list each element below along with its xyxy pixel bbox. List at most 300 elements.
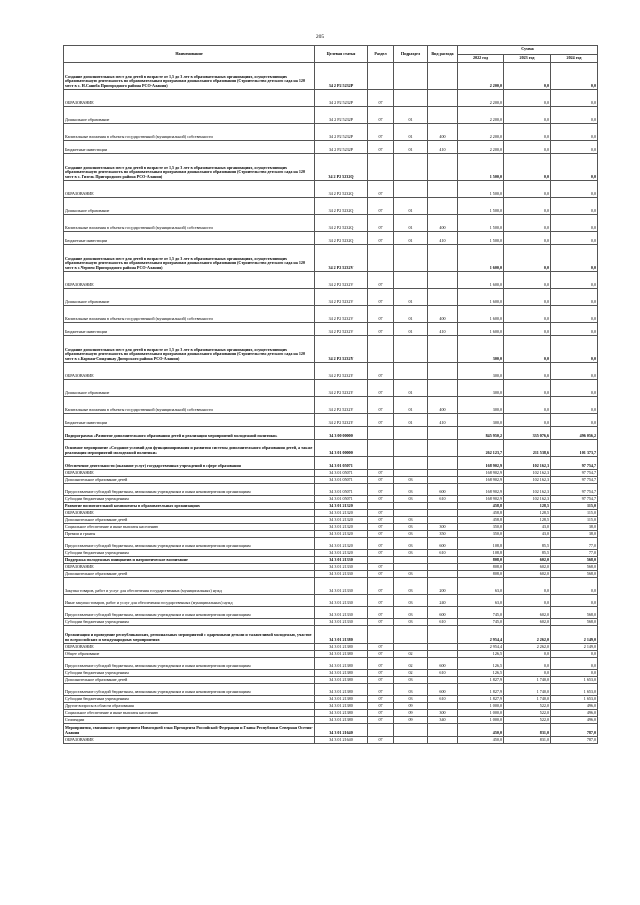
row-section [368,503,394,510]
row-subsection [394,154,428,181]
row-amount-2022: 126,5 [458,670,504,677]
row-subsection [394,245,428,272]
row-code: 34 2 P2 5232Y [315,363,368,380]
table-row [64,484,598,496]
row-amount-2023: 43,0 [504,524,551,531]
row-amount-2023: 43,0 [504,531,551,538]
row-amount-2023: 0,0 [504,124,551,141]
table-row [64,397,598,414]
row-amount-2023: 602,0 [504,564,551,571]
row-amount-2022: 2 954,4 [458,644,504,651]
row-amount-2023: 0,0 [504,245,551,272]
row-section: 07 [368,380,394,397]
row-code: 34 2 P2 5232V [315,323,368,336]
row-name: ОБРАЗОВАНИЕ [64,564,315,571]
row-code: 34 3 01 21380 [315,703,368,710]
row-amount-2024: 1 653,0 [551,696,598,703]
row-code: 34 2 P2 5232V [315,272,368,289]
row-name: Бюджетные инвестиции [64,414,315,427]
row-code: 34 3 01 21380 [315,696,368,703]
row-code: 34 3 01 21380 [315,626,368,644]
row-section: 07 [368,272,394,289]
row-name: Создание дополнительных мест для детей в возрасте от 1,5 до 3 лет в образовательных организациях, осуществляющих образовательную деятельность по образовательным программам дошкольного образования (Строительство детского сада на 120 мест в с. Н.Саниба Пригородного района РСО-Алания) [64,63,315,90]
row-amount-2024: 568,0 [551,607,598,619]
row-code: 34 3 01 21380 [315,651,368,658]
row-amount-2023: 602,0 [504,619,551,626]
row-name: Социальное обеспечение и иные выплаты населению [64,524,315,531]
row-amount-2024: 568,0 [551,557,598,564]
row-expense-type: 600 [428,684,458,696]
row-section: 07 [368,289,394,306]
row-section: 07 [368,737,394,744]
row-code: 34 3 00 00000 [315,427,368,440]
row-amount-2024: 0,0 [551,63,598,90]
row-subsection: 03 [394,677,428,684]
row-amount-2023: 0,0 [504,141,551,154]
row-amount-2022: 63,0 [458,595,504,607]
table-row [64,477,598,484]
row-amount-2023: 2 262,0 [504,626,551,644]
row-amount-2022: 1 500,0 [458,232,504,245]
table-row [64,215,598,232]
row-amount-2023: 0,0 [504,107,551,124]
row-name: Стипендии [64,717,315,724]
row-amount-2023: 831,0 [504,737,551,744]
table-row [64,245,598,272]
row-subsection [394,557,428,564]
row-section [368,626,394,644]
row-name: Подпрограмма «Развитие дополнительного образования детей и реализация мероприятий молодежной политики» [64,427,315,440]
row-section: 07 [368,651,394,658]
row-amount-2024: 0,0 [551,380,598,397]
row-amount-2022: 1 000,0 [458,703,504,710]
table-row [64,538,598,550]
row-amount-2024: 787,0 [551,724,598,737]
row-amount-2022: 1 600,0 [458,323,504,336]
row-subsection: 09 [394,710,428,717]
row-section [368,245,394,272]
row-section: 07 [368,363,394,380]
row-amount-2024: 1 653,0 [551,684,598,696]
table-row [64,550,598,557]
row-amount-2022: 1 827,9 [458,696,504,703]
row-amount-2023: 102 162,3 [504,496,551,503]
row-section: 07 [368,658,394,670]
row-expense-type: 400 [428,215,458,232]
row-subsection [394,626,428,644]
row-name: Бюджетные инвестиции [64,232,315,245]
table-row [64,107,598,124]
row-name: Организация и проведение республиканских, региональных мероприятий с одаренными детьми и талантливой молодежью, участие во всероссийских и международных мероприятиях [64,626,315,644]
row-amount-2023: 0,0 [504,154,551,181]
row-section: 07 [368,550,394,557]
row-amount-2024: 568,0 [551,619,598,626]
row-amount-2024: 496 056,2 [551,427,598,440]
table-row [64,607,598,619]
row-code: 34 3 01 21320 [315,524,368,531]
row-subsection [394,440,428,457]
row-section: 07 [368,198,394,215]
row-amount-2024: 97 754,7 [551,457,598,470]
table-row [64,272,598,289]
row-subsection: 01 [394,215,428,232]
row-code: 34 3 01 21380 [315,644,368,651]
row-section: 07 [368,710,394,717]
row-code: 34 2 P2 5232P [315,107,368,124]
row-amount-2024: 0,0 [551,670,598,677]
table-row [64,677,598,684]
row-subsection [394,510,428,517]
row-code: 34 3 01 21640 [315,724,368,737]
row-amount-2023: 128,5 [504,517,551,524]
row-code: 34 2 P2 5232Y [315,414,368,427]
row-name: Капитальные вложения в объекты государственной (муниципальной) собственности [64,215,315,232]
table-row [64,703,598,710]
row-expense-type [428,198,458,215]
row-code: 34 2 P2 5232P [315,141,368,154]
row-section: 07 [368,571,394,578]
header-year-2023: 2023 год [504,54,551,63]
row-subsection: 02 [394,651,428,658]
row-name: Дошкольное образование [64,198,315,215]
row-code: 34 3 01 21330 [315,571,368,578]
row-amount-2022: 168 902,9 [458,470,504,477]
row-section: 07 [368,496,394,503]
row-amount-2024: 496,0 [551,710,598,717]
row-name: Дополнительное образование детей [64,517,315,524]
table-row [64,578,598,595]
row-code: 34 3 01 21380 [315,710,368,717]
table-row [64,141,598,154]
row-amount-2023: 1 740,0 [504,696,551,703]
row-name: Субсидии бюджетным учреждениям [64,496,315,503]
row-section: 07 [368,564,394,571]
row-subsection: 03 [394,538,428,550]
row-amount-2023: 0,0 [504,595,551,607]
row-subsection: 01 [394,232,428,245]
row-section [368,427,394,440]
row-amount-2022: 300,0 [458,380,504,397]
row-expense-type [428,457,458,470]
row-amount-2024: 0,0 [551,215,598,232]
table-row [64,510,598,517]
row-amount-2024: 2 149,0 [551,626,598,644]
row-amount-2024: 568,0 [551,564,598,571]
header-section: Раздел [368,46,394,63]
row-name: Предоставление субсидий бюджетным, автономным учреждениям и иным некоммерческим организациям [64,538,315,550]
row-amount-2023: 0,0 [504,380,551,397]
row-section [368,440,394,457]
row-amount-2024: 0,0 [551,245,598,272]
row-amount-2022: 1 500,0 [458,154,504,181]
row-section: 07 [368,215,394,232]
row-subsection [394,457,428,470]
row-subsection: 01 [394,289,428,306]
row-amount-2022: 2 200,0 [458,107,504,124]
row-amount-2024: 0,0 [551,107,598,124]
row-amount-2022: 450,0 [458,724,504,737]
row-amount-2022: 458,8 [458,503,504,510]
row-expense-type [428,644,458,651]
row-subsection [394,427,428,440]
row-amount-2023: 0,0 [504,578,551,595]
row-amount-2022: 808,0 [458,564,504,571]
row-section: 07 [368,306,394,323]
row-amount-2024: 77,0 [551,538,598,550]
table-row [64,124,598,141]
row-name: Другие вопросы в области образования [64,703,315,710]
row-expense-type [428,336,458,363]
row-subsection: 03 [394,607,428,619]
row-subsection: 01 [394,141,428,154]
row-name: Предоставление субсидий бюджетным, автономным учреждениям и иным некоммерческим организациям [64,658,315,670]
row-expense-type: 200 [428,578,458,595]
row-section: 07 [368,717,394,724]
row-amount-2023: 128,5 [504,510,551,517]
row-code: 34 2 P2 5232Q [315,215,368,232]
row-amount-2022: 2 200,0 [458,90,504,107]
row-subsection [394,363,428,380]
row-amount-2024: 787,0 [551,737,598,744]
row-section: 07 [368,397,394,414]
row-name: ОБРАЗОВАНИЕ [64,737,315,744]
row-amount-2022: 350,0 [458,531,504,538]
row-section: 07 [368,323,394,336]
row-amount-2024: 38,0 [551,524,598,531]
row-expense-type: 340 [428,717,458,724]
row-name: Закупка товаров, работ и услуг для обеспечения государственных (муниципальных) нужд [64,578,315,595]
row-amount-2023: 0,0 [504,198,551,215]
row-amount-2022: 1 827,9 [458,684,504,696]
row-amount-2023: 0,0 [504,323,551,336]
row-name: Премии и гранты [64,531,315,538]
row-name: Развитие воспитательной компоненты в образовательных организациях [64,503,315,510]
row-subsection: 01 [394,397,428,414]
table-row [64,232,598,245]
header-year-2022: 2022 год [458,54,504,63]
table-row [64,363,598,380]
row-expense-type [428,724,458,737]
row-amount-2023: 602,0 [504,607,551,619]
row-section: 07 [368,477,394,484]
row-code: 34 3 01 21320 [315,517,368,524]
row-expense-type [428,181,458,198]
row-amount-2023: 522,0 [504,710,551,717]
row-code: 34 3 01 21330 [315,595,368,607]
row-subsection: 03 [394,550,428,557]
row-name: Дошкольное образование [64,289,315,306]
row-expense-type [428,440,458,457]
row-expense-type [428,289,458,306]
row-amount-2022: 1 827,9 [458,677,504,684]
table-row [64,670,598,677]
row-code: 34 2 P2 5232V [315,306,368,323]
row-amount-2023: 0,0 [504,658,551,670]
row-section: 07 [368,524,394,531]
row-code: 34 3 01 21380 [315,684,368,696]
row-amount-2022: 126,5 [458,658,504,670]
row-expense-type [428,651,458,658]
row-amount-2023: 831,0 [504,724,551,737]
row-subsection: 03 [394,496,428,503]
row-code: 34 3 01 21320 [315,538,368,550]
row-subsection: 03 [394,578,428,595]
row-amount-2022: 1 600,0 [458,289,504,306]
row-amount-2024: 0,0 [551,595,598,607]
table-row [64,626,598,644]
row-name: Бюджетные инвестиции [64,141,315,154]
row-subsection: 03 [394,531,428,538]
table-body [64,63,598,744]
row-subsection: 02 [394,670,428,677]
row-code: 34 3 01 21330 [315,564,368,571]
table-row [64,531,598,538]
row-name: Субсидии бюджетным учреждениям [64,696,315,703]
row-section: 07 [368,531,394,538]
row-code: 34 3 01 21330 [315,557,368,564]
row-amount-2023: 0,0 [504,215,551,232]
row-amount-2024: 115,0 [551,510,598,517]
table-row [64,557,598,564]
row-code: 34 2 P2 5232Q [315,181,368,198]
row-subsection [394,470,428,477]
row-amount-2022: 108,8 [458,550,504,557]
row-name: ОБРАЗОВАНИЕ [64,470,315,477]
row-code: 34 3 01 21380 [315,677,368,684]
table-row [64,154,598,181]
row-code: 34 2 P2 5232P [315,63,368,90]
row-subsection [394,90,428,107]
row-amount-2022: 1 600,0 [458,245,504,272]
row-expense-type [428,272,458,289]
row-amount-2022: 168 902,9 [458,457,504,470]
row-expense-type: 410 [428,141,458,154]
row-expense-type: 600 [428,607,458,619]
row-amount-2024: 38,0 [551,531,598,538]
row-subsection: 01 [394,124,428,141]
row-code: 34 2 P2 5232Q [315,232,368,245]
row-amount-2023: 0,0 [504,670,551,677]
row-section: 07 [368,510,394,517]
table-row [64,323,598,336]
table-row [64,524,598,531]
row-expense-type [428,557,458,564]
row-amount-2022: 808,0 [458,557,504,564]
row-name: ОБРАЗОВАНИЕ [64,181,315,198]
row-code: 34 3 01 21320 [315,531,368,538]
table-row [64,595,598,607]
row-expense-type [428,380,458,397]
row-amount-2024: 0,0 [551,154,598,181]
row-amount-2023: 128,5 [504,503,551,510]
row-code: 34 2 P2 5232P [315,90,368,107]
row-subsection: 01 [394,107,428,124]
row-code: 34 3 01 21380 [315,717,368,724]
row-amount-2022: 1 600,0 [458,306,504,323]
row-amount-2022: 458,8 [458,510,504,517]
row-section: 07 [368,607,394,619]
row-section: 07 [368,644,394,651]
row-amount-2024: 97 754,7 [551,470,598,477]
row-name: ОБРАЗОВАНИЕ [64,510,315,517]
row-expense-type: 400 [428,397,458,414]
row-amount-2023: 0,0 [504,90,551,107]
budget-table [63,45,598,744]
row-name: Субсидии бюджетным учреждениям [64,670,315,677]
row-amount-2023: 85,5 [504,538,551,550]
table-row [64,658,598,670]
row-amount-2022: 300,0 [458,414,504,427]
row-expense-type [428,363,458,380]
row-expense-type [428,470,458,477]
row-subsection: 03 [394,619,428,626]
row-expense-type [428,626,458,644]
row-amount-2024: 0,0 [551,181,598,198]
row-section: 07 [368,670,394,677]
row-amount-2024: 0,0 [551,363,598,380]
row-subsection: 03 [394,477,428,484]
row-amount-2024: 2 149,0 [551,644,598,651]
row-expense-type: 350 [428,531,458,538]
row-expense-type: 600 [428,658,458,670]
row-amount-2023: 0,0 [504,63,551,90]
row-code: 34 2 P2 5232Q [315,198,368,215]
row-amount-2023: 0,0 [504,289,551,306]
row-amount-2023: 522,0 [504,703,551,710]
row-subsection [394,644,428,651]
row-subsection: 03 [394,684,428,696]
row-name: ОБРАЗОВАНИЕ [64,644,315,651]
row-name: Обеспечение деятельности (оказание услуг) государственных учреждений в сфере образования [64,457,315,470]
row-name: ОБРАЗОВАНИЕ [64,90,315,107]
row-name: Дополнительное образование детей [64,571,315,578]
row-section: 07 [368,619,394,626]
row-section: 07 [368,141,394,154]
row-section: 07 [368,484,394,496]
row-name: Иные закупки товаров, работ и услуг для обеспечения государственных (муниципальных) нужд [64,595,315,607]
row-expense-type: 300 [428,710,458,717]
row-code: 34 3 01 21330 [315,607,368,619]
table-header [64,46,598,63]
row-subsection: 03 [394,517,428,524]
row-name: ОБРАЗОВАНИЕ [64,272,315,289]
row-section [368,724,394,737]
row-expense-type [428,90,458,107]
row-expense-type [428,737,458,744]
row-amount-2023: 1 740,0 [504,677,551,684]
row-amount-2023: 0,0 [504,336,551,363]
row-expense-type [428,503,458,510]
row-amount-2024: 101 373,7 [551,440,598,457]
row-subsection: 03 [394,484,428,496]
row-expense-type: 610 [428,670,458,677]
row-amount-2022: 1 600,0 [458,272,504,289]
row-name: Создание дополнительных мест для детей в возрасте от 1,5 до 3 лет в образовательных организациях, осуществляющих образовательную деятельность по образовательным программам дошкольного образования (Строительство детского сада на 120 мест в с.Карман-Синдзикау Дигорского района РСО-Алания) [64,336,315,363]
table-row [64,440,598,457]
row-subsection: 03 [394,524,428,531]
row-amount-2024: 0,0 [551,336,598,363]
table-row [64,63,598,90]
row-code: 34 3 01 05071 [315,477,368,484]
row-amount-2022: 63,0 [458,578,504,595]
row-code: 34 2 P2 5232P [315,124,368,141]
row-amount-2023: 1 740,0 [504,684,551,696]
row-amount-2023: 0,0 [504,232,551,245]
row-code: 34 3 01 05071 [315,484,368,496]
row-subsection: 01 [394,414,428,427]
row-section: 07 [368,124,394,141]
row-section [368,457,394,470]
